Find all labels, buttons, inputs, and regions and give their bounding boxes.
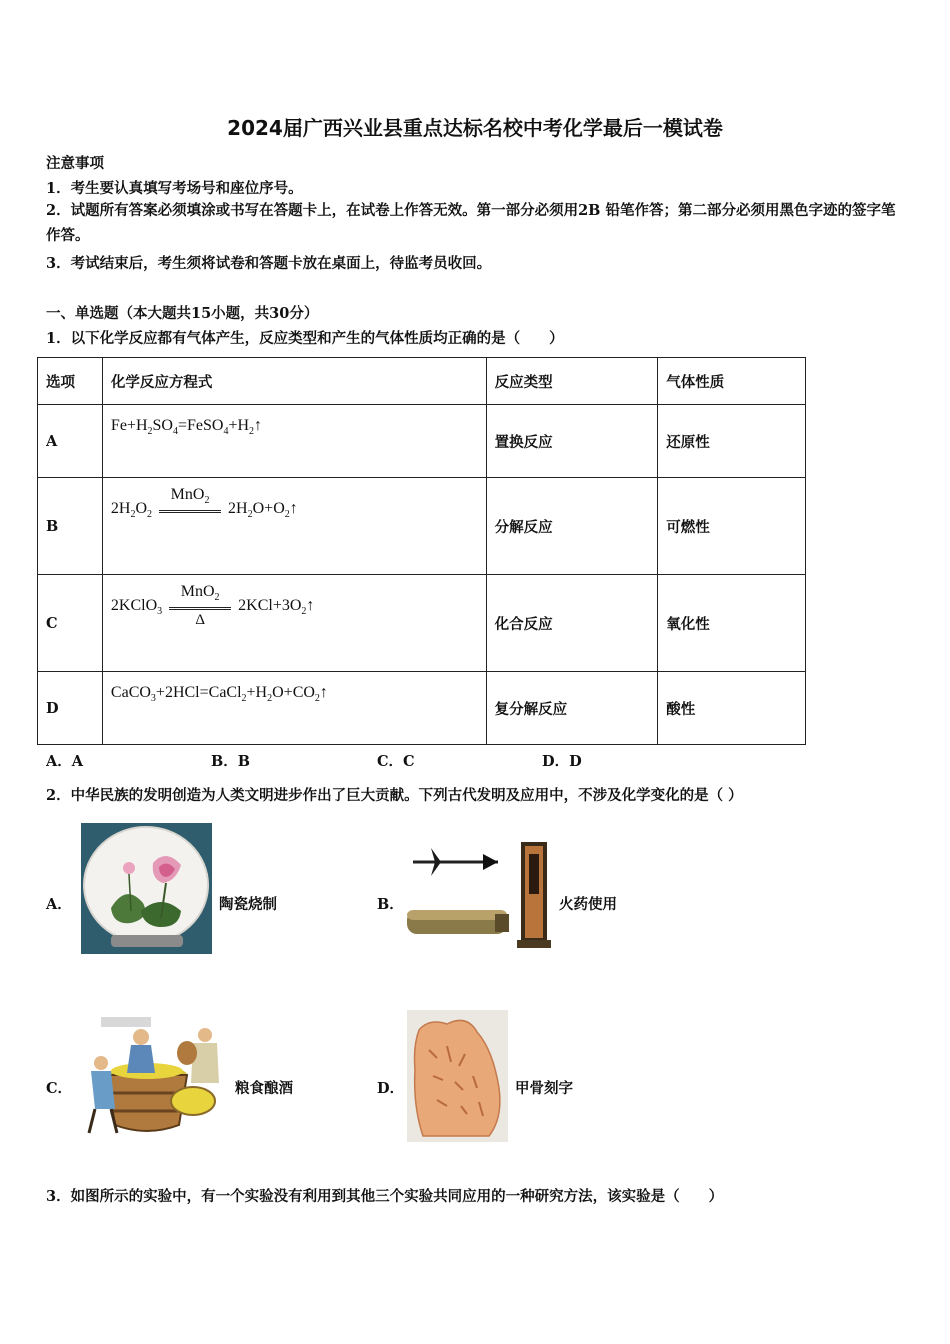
q2-option-b-label: 火药使用 — [559, 896, 617, 913]
row-reaction-type: 化合反应 — [486, 575, 658, 672]
notice-heading: 注意事项 — [46, 155, 104, 172]
q2-option-a-letter[interactable]: A． — [46, 896, 72, 913]
notice-item-2: 2．试题所有答案必须填涂或书写在答题卡上，在试卷上作答无效。第一部分必须用2B 铅笔作答；第二部分必须用黑色字迹的签字笔作答。 — [46, 202, 896, 244]
q2-option-c-label: 粮食酿酒 — [235, 1080, 293, 1097]
row-gas-property: 还原性 — [658, 405, 806, 478]
choice-b[interactable]: B．B — [211, 753, 251, 770]
row-reaction-type: 复分解反应 — [486, 672, 658, 745]
row-gas-property: 酸性 — [658, 672, 806, 745]
row-option: D — [38, 672, 103, 745]
choice-a[interactable]: A．A — [46, 753, 84, 770]
equation-b — [102, 478, 486, 575]
q2-option-d-letter[interactable]: D． — [377, 1080, 405, 1097]
q2-option-d-label: 甲骨刻字 — [515, 1080, 573, 1097]
choice-d[interactable]: D．D — [542, 753, 582, 770]
page-title: 2024届广西兴业县重点达标名校中考化学最后一模试卷 — [227, 116, 723, 140]
notice-item-1: 1．考生要认真填写考场号和座位序号。 — [46, 180, 303, 197]
q2-option-c-letter[interactable]: C． — [46, 1080, 73, 1097]
catalyst-condition: $\frac{MnO_2}{\Delta}$ — [169, 583, 231, 630]
table-row — [38, 478, 806, 575]
q2-option-a-label: 陶瓷烧制 — [219, 896, 277, 913]
row-reaction-type: 分解反应 — [486, 478, 658, 575]
gunpowder-weapons-image — [403, 840, 553, 955]
table-header-row — [38, 358, 806, 405]
catalyst-condition: MnO$_2$ — [159, 486, 221, 533]
porcelain-plate-image — [81, 823, 212, 954]
header-option: 选项 — [38, 358, 103, 405]
header-gas-property: 气体性质 — [658, 358, 806, 405]
equation-d — [102, 672, 486, 745]
header-equation: 化学反应方程式 — [102, 358, 486, 405]
equation-text: 2KClO$_3$ $\frac{MnO_2}{\Delta}$ $2KCl+3O_2↑$ — [110, 583, 315, 629]
notice-item-3: 3．考试结束后，考生须将试卷和答题卡放在桌面上，待监考员收回。 — [46, 255, 492, 272]
table-row — [38, 575, 806, 672]
oracle-bone-image — [407, 1010, 508, 1142]
question-2-stem: 2．中华民族的发明创造为人类文明进步作出了巨大贡献。下列古代发明及应用中，不涉及化学变化的是（ ） — [46, 787, 743, 804]
equation-text: $Fe+H_2SO_4=FeSO_4+H_2↑$ — [110, 417, 263, 438]
equation-a — [102, 405, 486, 478]
row-option: C — [38, 575, 103, 672]
row-option: B — [38, 478, 103, 575]
equation-text: $2H_2O_2$ MnO$_2$ $2H_2O+O_2↑$ — [111, 500, 298, 517]
row-gas-property: 氧化性 — [658, 575, 806, 672]
question-1-table — [37, 357, 806, 745]
equation-c — [102, 575, 486, 672]
row-option: A — [38, 405, 103, 478]
header-reaction-type: 反应类型 — [486, 358, 658, 405]
row-reaction-type: 置换反应 — [486, 405, 658, 478]
row-gas-property: 可燃性 — [658, 478, 806, 575]
table-row — [38, 405, 806, 478]
choice-c[interactable]: C．C — [377, 753, 415, 770]
brewing-scene-image — [81, 1013, 226, 1141]
question-1-stem: 1．以下化学反应都有气体产生，反应类型和产生的气体性质均正确的是（ ） — [46, 330, 564, 347]
q2-option-b-letter[interactable]: B． — [377, 896, 404, 913]
question-3-stem: 3．如图所示的实验中，有一个实验没有利用到其他三个实验共同应用的一种研究方法，该实验是（ ） — [46, 1188, 724, 1205]
table-row — [38, 672, 806, 745]
equation-text: $CaCO_3+2HCl=CaCl_2+H_2O+CO_2↑$ — [110, 684, 328, 705]
section-heading: 一、单选题（本大题共15小题，共30分） — [46, 305, 319, 322]
